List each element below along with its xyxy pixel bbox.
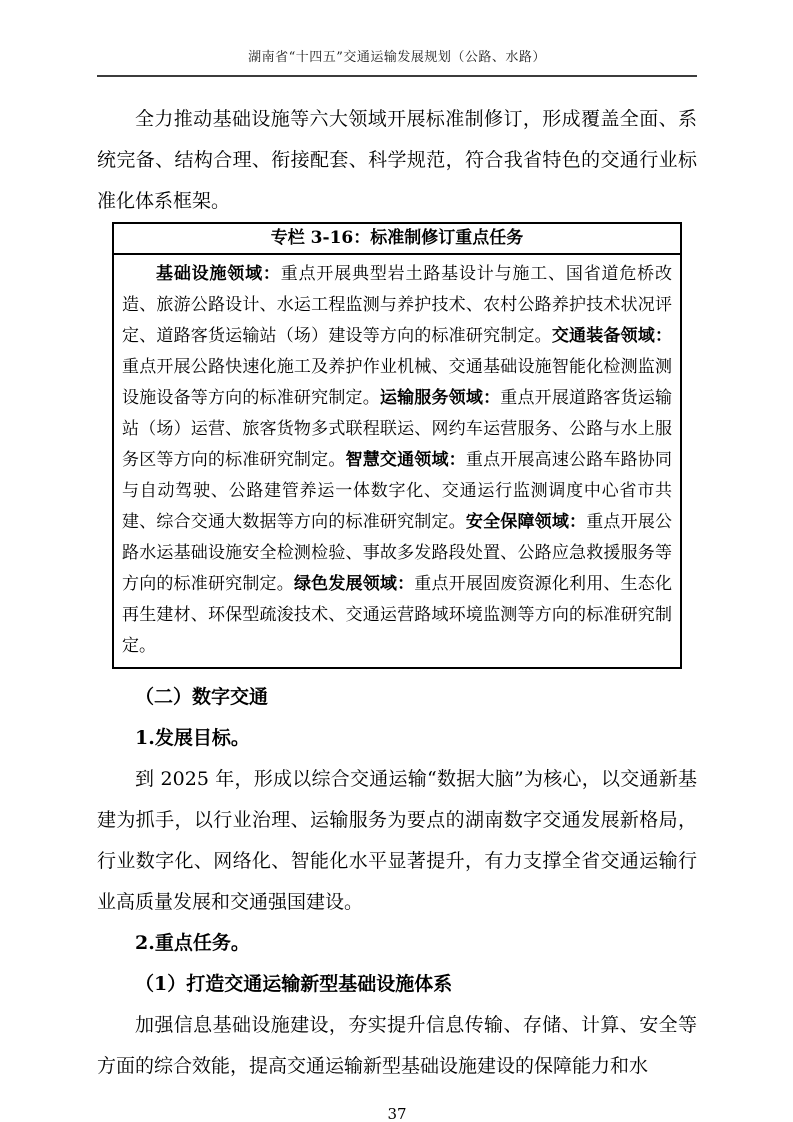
page-footer: [97, 1104, 697, 1122]
heading-section-digital-transport: （二）数字交通: [135, 686, 269, 708]
paragraph-info-infrastructure: 加强信息基础设施建设，夯实提升信息传输、存储、计算、安全等方面的综合效能，提高交通运输新型基础设施建设的保障能力和水: [97, 1014, 697, 1077]
paragraph-standards: 全力推动基础设施等六大领域开展标准制修订，形成覆盖全面、系统完备、结构合理、衔接配套、科学规范，符合我省特色的交通行业标准化体系框架。: [97, 108, 697, 212]
box-segment-label: 绿色发展领域：: [293, 574, 415, 594]
box-segment-text: 重点开展固废资源化利用、生态化再生建材、环保型疏浚技术、交通运营路域环境监测等方向的标准研究制定。: [122, 574, 673, 656]
heading-task1-new-infrastructure: （1）打造交通运输新型基础设施体系: [135, 973, 453, 995]
box-segment-text: 重点开展公路快速化施工及养护作业机械、交通基础设施智能化检测监测设施设备等方向的标准研究制定。: [122, 357, 672, 408]
section-flow: [97, 677, 697, 1087]
special-column-box: [112, 222, 682, 669]
box-segment-label: 基础设施领域：: [156, 264, 281, 284]
box-segment-text: 重点开展公路水运基础设施安全检测检验、事故多发路段处置、公路应急救援服务等方向的标准研究制定。: [122, 512, 673, 594]
box-segment-label: 安全保障领域：: [465, 512, 587, 532]
column-box-body: [114, 255, 680, 667]
heading-development-goal: 1.发展目标。: [135, 727, 250, 749]
running-header: [97, 0, 697, 77]
box-segment-text: 重点开展典型岩土路基设计与施工、国省道危桥改造、旅游公路设计、水运工程监测与养护技术、农村公路养护技术状况评定、道路客货运输站（场）建设等方向的标准研究制定。: [122, 264, 672, 346]
box-segment-text: 重点开展道路客货运输站（场）运营、旅客货物多式联程联运、网约车运营服务、公路与水上服务区等方向的标准研究制定。: [122, 388, 673, 470]
page-number: 37: [387, 1105, 407, 1122]
column-box-title: 专栏 3-16：标准制修订重点任务: [114, 224, 680, 255]
box-segment-label: 智慧交通领域：: [345, 450, 466, 470]
box-segment-label: 交通装备领域：: [551, 326, 673, 346]
box-segment-text: 重点开展高速公路车路协同与自动驾驶、公路建管养运一体数字化、交通运行监测调度中心省市共建、综合交通大数据等方向的标准研究制定。: [122, 450, 673, 532]
box-segment-label: 运输服务领域：: [379, 388, 501, 408]
header-rule: [97, 75, 697, 77]
heading-key-tasks: 2.重点任务。: [135, 932, 250, 954]
running-header-title: 湖南省“十四五”交通运输发展规划（公路、水路）: [248, 50, 546, 65]
paragraph-goal-2025: 到 2025 年，形成以综合交通运输“数据大脑”为核心，以交通新基建为抓手，以行业治理、运输服务为要点的湖南数字交通发展新格局，行业数字化、网络化、智能化水平显著提升，有力支撑全省交通运输行业高质量发展和交通强国建设。: [97, 768, 697, 913]
